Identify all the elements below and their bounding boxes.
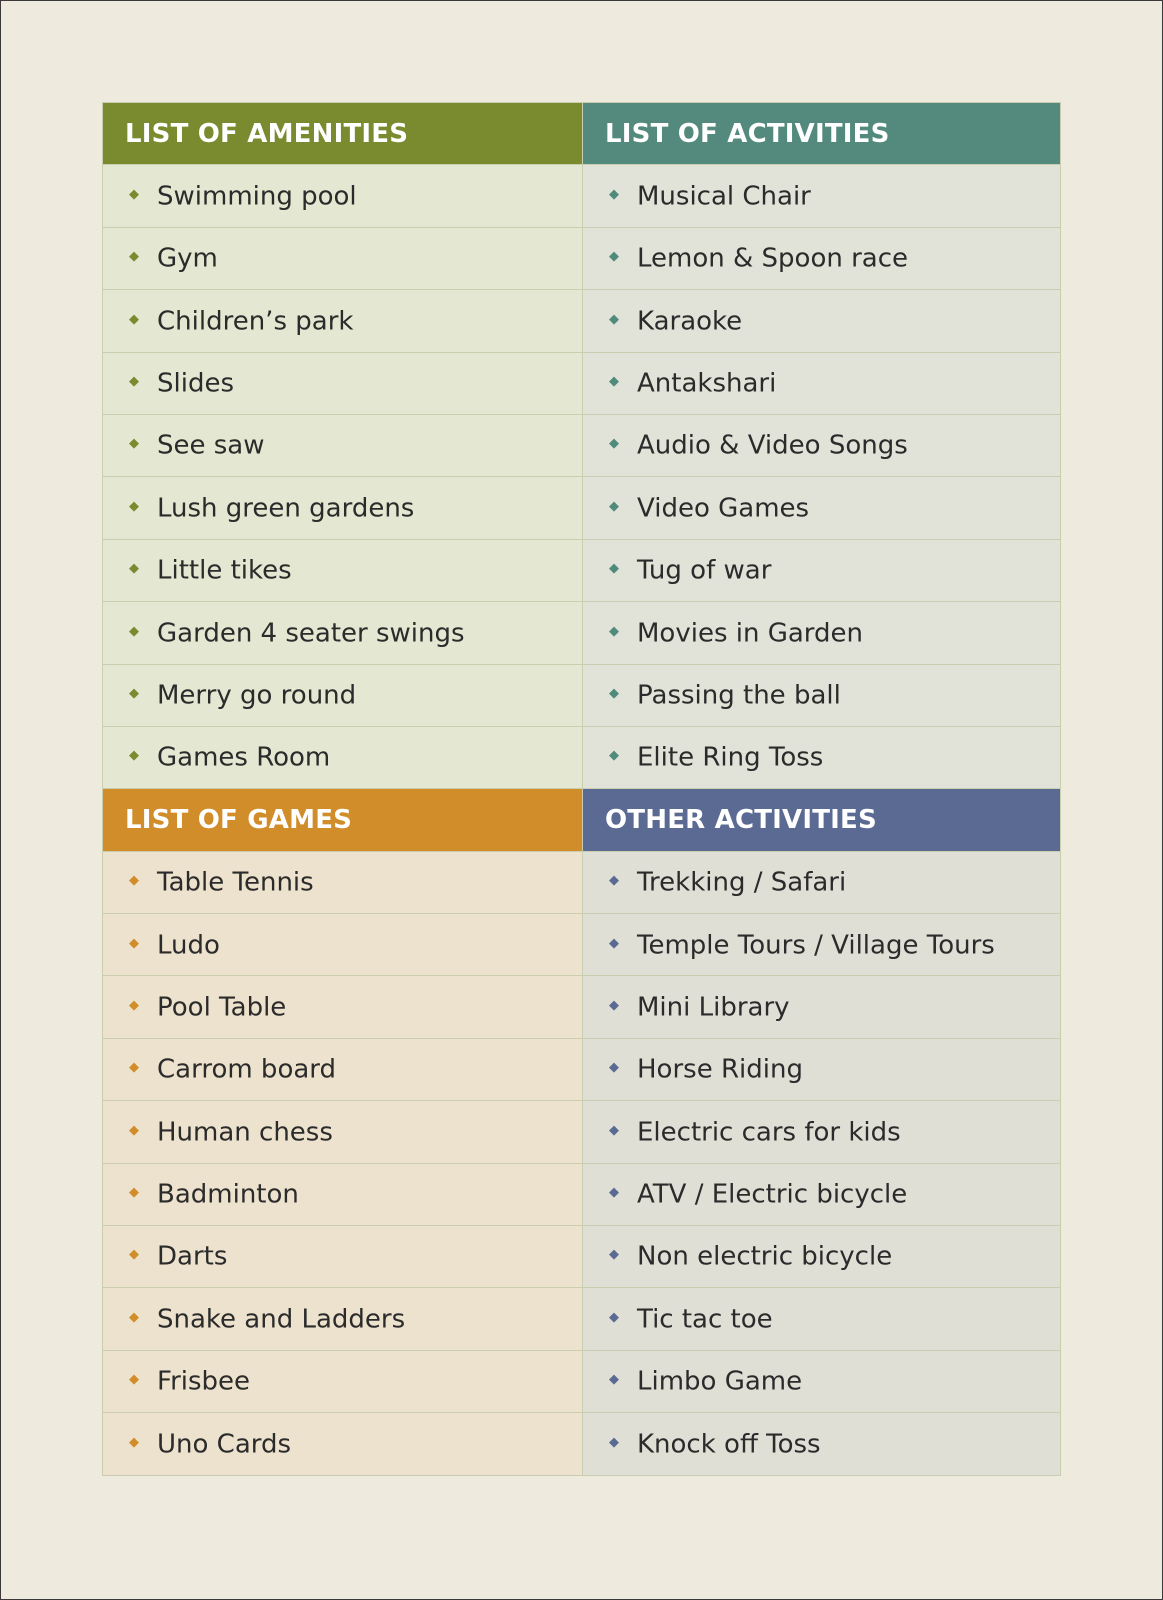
diamond-bullet-icon: ◆ [129,498,139,514]
diamond-bullet-icon: ◆ [129,748,139,764]
other-activities-item [583,976,1061,1038]
amenities-item [103,664,583,726]
table-row [103,1350,1061,1412]
amenities-item [103,352,583,414]
diamond-bullet-icon: ◆ [129,1122,139,1138]
list-item-label: Badminton [157,1179,299,1210]
activities-item [583,602,1061,664]
amenities-item [103,539,583,601]
list-item-label: Antakshari [637,368,777,399]
diamond-bullet-icon: ◆ [129,1372,139,1388]
activities-item [583,352,1061,414]
amenities-item [103,414,583,476]
amenities-item [103,477,583,539]
other-activities-item [583,1226,1061,1288]
list-item-label: Non electric bicycle [637,1241,893,1272]
table-row [103,290,1061,352]
diamond-bullet-icon: ◆ [129,685,139,701]
diamond-bullet-icon: ◆ [129,1060,139,1076]
amenities-item [103,227,583,289]
diamond-bullet-icon: ◆ [609,1434,619,1450]
games-item [103,851,583,913]
diamond-bullet-icon: ◆ [129,311,139,327]
list-item-label: Horse Riding [637,1054,803,1085]
games-item [103,976,583,1038]
list-item-label: Lush green gardens [157,493,415,524]
table-row [103,976,1061,1038]
activities-item [583,477,1061,539]
list-item-label: Passing the ball [637,680,841,711]
top-header-row [103,103,1061,165]
activities-item [583,227,1061,289]
diamond-bullet-icon: ◆ [609,1247,619,1263]
diamond-bullet-icon: ◆ [129,1309,139,1325]
diamond-bullet-icon: ◆ [609,685,619,701]
other-activities-item [583,914,1061,976]
table-row [103,602,1061,664]
list-item-label: Tug of war [637,555,772,586]
table-row [103,414,1061,476]
diamond-bullet-icon: ◆ [609,873,619,889]
games-item [103,1413,583,1475]
games-item [103,1226,583,1288]
list-item-label: Games Room [157,742,331,773]
list-item-label: Video Games [637,493,810,524]
activities-item [583,664,1061,726]
diamond-bullet-icon: ◆ [609,561,619,577]
diamond-bullet-icon: ◆ [129,436,139,452]
list-item-label: Slides [157,368,234,399]
list-item-label: Frisbee [157,1366,251,1397]
list-item-label: Merry go round [157,680,357,711]
activities-item [583,414,1061,476]
list-item-label: Mini Library [637,992,790,1023]
table-row [103,539,1061,601]
table-row [103,1163,1061,1225]
activities-item [583,539,1061,601]
diamond-bullet-icon: ◆ [609,249,619,265]
table-row [103,477,1061,539]
list-item-label: Trekking / Safari [637,867,847,898]
list-item-label: Swimming pool [157,181,357,212]
diamond-bullet-icon: ◆ [609,935,619,951]
activities-item [583,726,1061,788]
games-item [103,1163,583,1225]
list-item-label: ATV / Electric bicycle [637,1179,908,1210]
list-item-label: Tic tac toe [637,1304,773,1335]
diamond-bullet-icon: ◆ [609,374,619,389]
table-row [103,851,1061,913]
list-item-label: Human chess [157,1117,333,1148]
list-item-label: Carrom board [157,1054,337,1085]
list-item-label: Garden 4 seater swings [157,618,465,649]
table-row [103,1413,1061,1475]
list-item-label: Electric cars for kids [637,1117,901,1148]
table-row [103,1288,1061,1350]
activities-item [583,165,1061,227]
list-item-label: Temple Tours / Village Tours [637,930,995,961]
activities-item [583,290,1061,352]
other-activities-item [583,1350,1061,1412]
table-row [103,352,1061,414]
table-row [103,165,1061,227]
table-row [103,664,1061,726]
diamond-bullet-icon: ◆ [129,935,139,951]
diamond-bullet-icon: ◆ [129,1247,139,1263]
diamond-bullet-icon: ◆ [129,186,139,202]
other-activities-item [583,1038,1061,1100]
table-row [103,1226,1061,1288]
bottom-header-row [103,789,1061,851]
diamond-bullet-icon: ◆ [129,561,139,577]
list-item-label: Karaoke [637,306,743,337]
table-row [103,1101,1061,1163]
activities-header: LIST OF ACTIVITIES [583,103,1061,165]
table-row [103,227,1061,289]
amenities-activities-table [102,102,1061,1476]
list-item-label: Elite Ring Toss [637,742,824,773]
list-item-label: See saw [157,430,265,461]
list-item-label: Little tikes [157,555,292,586]
diamond-bullet-icon: ◆ [609,311,619,327]
list-item-label: Movies in Garden [637,618,864,649]
games-item [103,914,583,976]
amenities-item [103,602,583,664]
list-item-label: Children’s park [157,306,354,337]
diamond-bullet-icon: ◆ [129,1185,139,1201]
amenities-item [103,165,583,227]
list-item-label: Uno Cards [157,1429,292,1460]
list-item-label: Audio & Video Songs [637,430,908,461]
diamond-bullet-icon: ◆ [609,436,619,452]
diamond-bullet-icon: ◆ [609,1372,619,1388]
list-item-label: Musical Chair [637,181,811,212]
list-item-label: Snake and Ladders [157,1304,406,1335]
diamond-bullet-icon: ◆ [609,1185,619,1201]
diamond-bullet-icon: ◆ [129,249,139,265]
amenities-header: LIST OF AMENITIES [103,103,583,165]
other-activities-header: OTHER ACTIVITIES [583,789,1061,851]
other-activities-item [583,1288,1061,1350]
bottom-list-body [103,851,1061,1475]
list-item-label: Limbo Game [637,1366,803,1397]
other-activities-item [583,1163,1061,1225]
list-item-label: Knock off Toss [637,1429,821,1460]
diamond-bullet-icon: ◆ [129,1434,139,1450]
games-header: LIST OF GAMES [103,789,583,851]
diamond-bullet-icon: ◆ [609,997,619,1013]
diamond-bullet-icon: ◆ [129,374,139,389]
diamond-bullet-icon: ◆ [609,623,619,639]
top-list-body [103,165,1061,789]
diamond-bullet-icon: ◆ [609,748,619,764]
list-item-label: Darts [157,1241,228,1272]
amenities-item [103,726,583,788]
table-row [103,1038,1061,1100]
diamond-bullet-icon: ◆ [609,1122,619,1138]
list-item-label: Ludo [157,930,220,961]
table-row [103,914,1061,976]
list-item-label: Gym [157,243,218,274]
games-item [103,1101,583,1163]
list-item-label: Lemon & Spoon race [637,243,909,274]
diamond-bullet-icon: ◆ [129,623,139,639]
diamond-bullet-icon: ◆ [609,1060,619,1076]
other-activities-item [583,1101,1061,1163]
games-item [103,1288,583,1350]
games-item [103,1038,583,1100]
list-item-label: Table Tennis [157,867,314,898]
amenities-item [103,290,583,352]
other-activities-item [583,1413,1061,1475]
other-activities-item [583,851,1061,913]
table-row [103,726,1061,788]
diamond-bullet-icon: ◆ [129,873,139,889]
diamond-bullet-icon: ◆ [609,186,619,202]
diamond-bullet-icon: ◆ [129,997,139,1013]
list-item-label: Pool Table [157,992,287,1023]
games-item [103,1350,583,1412]
diamond-bullet-icon: ◆ [609,498,619,514]
diamond-bullet-icon: ◆ [609,1309,619,1325]
